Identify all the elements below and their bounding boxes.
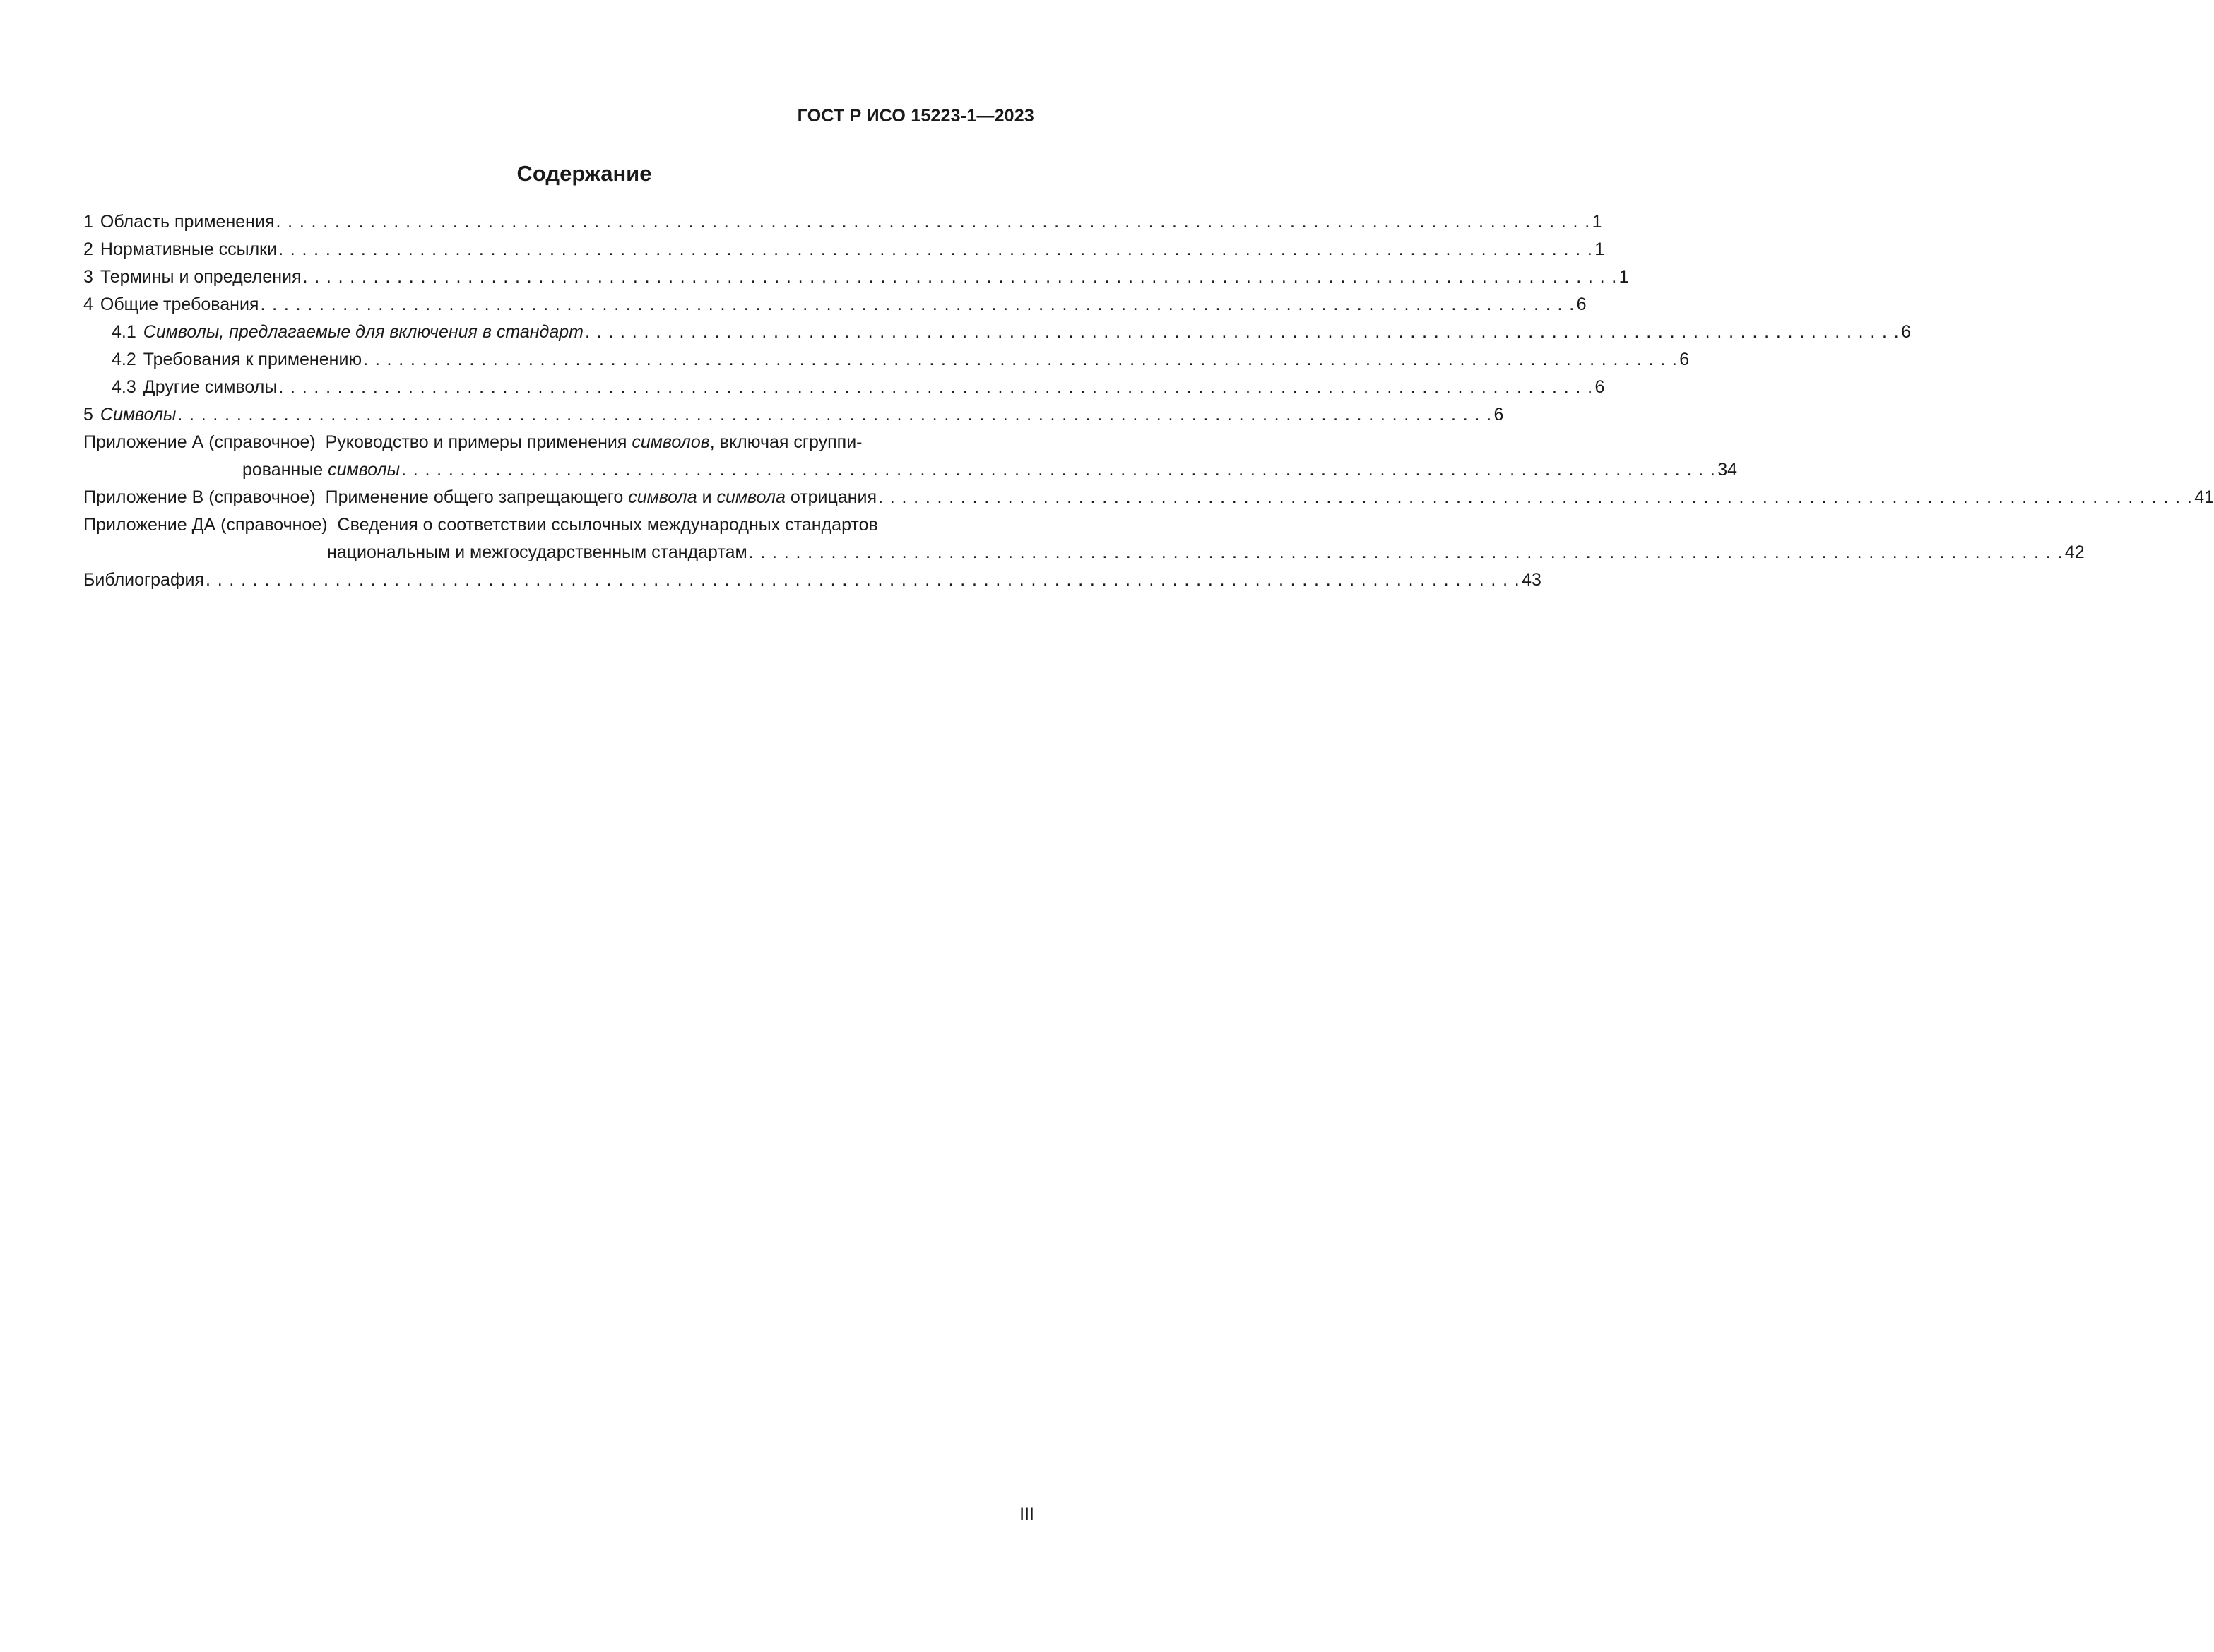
toc-entry-page: 43	[1522, 570, 1541, 590]
toc-annex-text-italic: символа	[628, 487, 697, 507]
toc-entry-page: 6	[1594, 377, 1605, 397]
toc-entry-label: Термины и определения	[100, 267, 302, 287]
toc-leader-dots	[277, 374, 1594, 401]
toc-entry-number: 2	[83, 239, 93, 259]
toc-annex-text-italic: символа	[716, 487, 786, 507]
toc-entry-page: 42	[2064, 542, 2085, 562]
toc-entry-number: 4	[83, 295, 93, 314]
toc-annex-da-continuation[interactable]	[83, 539, 2085, 566]
toc-entry-page: 34	[1717, 460, 1737, 480]
toc-entry-label	[100, 401, 176, 429]
toc-entry-number: 4.3	[112, 377, 136, 397]
toc-annex-da-line1	[83, 511, 878, 539]
toc-title: Содержание	[516, 161, 652, 186]
toc-entry-label: Библиография	[83, 570, 205, 590]
toc-entry-page: 1	[1594, 239, 1605, 259]
toc-annex-prefix: Приложение А (справочное)	[83, 432, 316, 452]
toc-subentry[interactable]	[83, 346, 1690, 374]
toc-annex-da-line2: национальным и межгосударственным стандартам	[327, 542, 747, 562]
toc-annex-a-line1	[83, 429, 862, 456]
toc-annex-text: рованные	[242, 460, 328, 480]
table-of-contents	[83, 208, 2214, 594]
toc-annex-a[interactable]	[83, 429, 1034, 456]
toc-leader-dots	[302, 263, 1619, 291]
page-number: III	[1019, 1504, 1034, 1524]
toc-annex-text: Сведения о соответствии ссылочных международных стандартов	[337, 515, 878, 535]
toc-leader-dots	[277, 236, 1594, 263]
toc-annex-text: Применение общего запрещающего	[325, 487, 629, 507]
toc-entry[interactable]	[83, 263, 1629, 291]
toc-annex-a-line2	[242, 456, 400, 484]
toc-entry-label	[143, 319, 584, 346]
toc-entry-number: 3	[83, 267, 93, 287]
toc-entry-label: Требования к применению	[143, 350, 362, 369]
toc-leader-dots	[204, 566, 1522, 594]
toc-entry-page: 1	[1592, 212, 1602, 232]
toc-annex-text: и	[697, 487, 717, 507]
toc-entry-label: Общие требования	[100, 295, 259, 314]
toc-bibliography[interactable]	[83, 566, 1541, 594]
toc-annex-b-line	[83, 484, 877, 511]
toc-annex-prefix: Приложение В (справочное)	[83, 487, 316, 507]
toc-entry[interactable]	[83, 401, 1504, 429]
toc-entry-page: 1	[1618, 267, 1629, 287]
toc-leader-dots	[584, 319, 1901, 346]
toc-entry[interactable]	[83, 236, 1605, 263]
toc-subentry[interactable]	[83, 319, 1912, 346]
toc-annex-b[interactable]	[83, 484, 2214, 511]
toc-annex-prefix: Приложение ДА (справочное)	[83, 515, 328, 535]
toc-entry-label-italic: Символы, предлагаемые для включения в стандарт	[143, 322, 584, 342]
toc-entry-label: Область применения	[100, 212, 275, 232]
toc-entry-label: Нормативные ссылки	[100, 239, 278, 259]
document-code: ГОСТ Р ИСО 15223-1—2023	[797, 106, 1034, 126]
toc-entry-page: 6	[1679, 350, 1690, 369]
toc-leader-dots	[176, 401, 1493, 429]
toc-entry-label-italic: Символы	[100, 405, 177, 424]
toc-annex-a-continuation[interactable]	[83, 456, 1737, 484]
toc-entry-label: Другие символы	[143, 377, 278, 397]
toc-annex-text: отрицания	[785, 487, 877, 507]
toc-annex-text: , включая сгруппи-	[709, 432, 863, 452]
toc-entry[interactable]	[83, 208, 1602, 236]
toc-annex-text-italic: символов	[632, 432, 710, 452]
toc-entry-page: 6	[1493, 405, 1504, 424]
toc-subentry[interactable]	[83, 374, 1605, 401]
toc-entry-page: 6	[1901, 322, 1912, 342]
toc-leader-dots	[274, 208, 1592, 236]
toc-entry-page: 6	[1576, 295, 1587, 314]
toc-leader-dots	[362, 346, 1679, 374]
toc-leader-dots	[259, 291, 1576, 319]
toc-annex-text: Руководство и примеры применения	[325, 432, 632, 452]
toc-entry-number: 4.2	[112, 350, 136, 369]
toc-annex-text-italic: символы	[328, 460, 401, 480]
toc-leader-dots	[747, 539, 2065, 566]
toc-entry-number: 1	[83, 212, 93, 232]
toc-leader-dots	[877, 484, 2194, 511]
toc-entry-page: 41	[2194, 487, 2214, 507]
toc-entry-number: 5	[83, 405, 93, 424]
toc-annex-da[interactable]	[83, 511, 1034, 539]
toc-leader-dots	[400, 456, 1717, 484]
toc-entry-number: 4.1	[112, 322, 136, 342]
toc-entry[interactable]	[83, 291, 1587, 319]
